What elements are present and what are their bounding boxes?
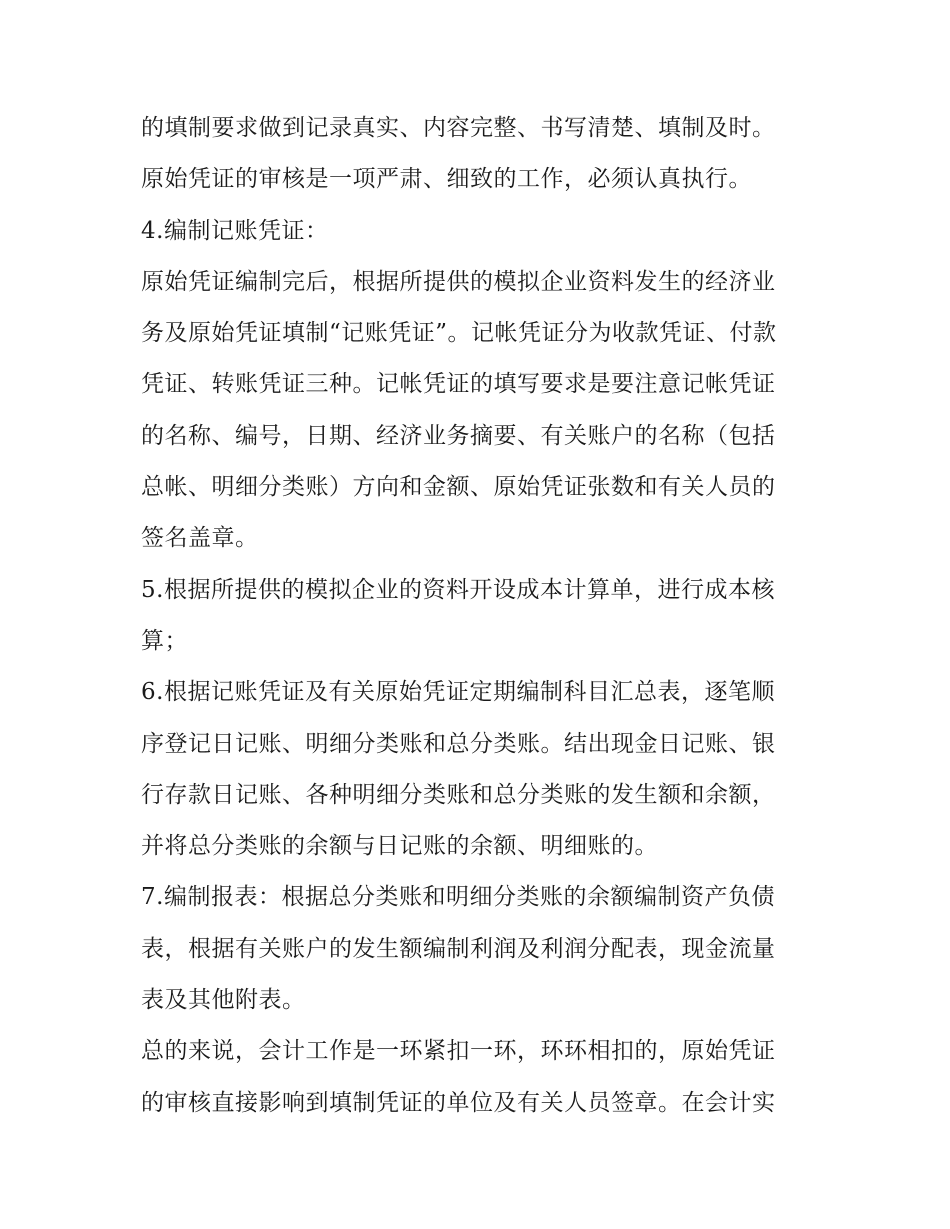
summary-paragraph: 总的来说，会计工作是一环紧扣一环，环环相扣的，原始凭证 <box>141 1038 776 1065</box>
body-text <box>141 103 821 1129</box>
text-line: 行存款日记账、各种明细分类账和总分类账的发生额和余额， <box>141 781 776 808</box>
text-line: 签名盖章。 <box>141 525 259 552</box>
text-line: 的审核直接影响到填制凭证的单位及有关人员签章。在会计实 <box>141 1089 776 1116</box>
list-item-7: 7.编制报表：根据总分类账和明细分类账的余额编制资产负债 <box>141 884 775 911</box>
list-item-5: 5.根据所提供的模拟企业的资料开设成本计算单，进行成本核 <box>141 576 775 603</box>
text-line: 的名称、编号，日期、经济业务摘要、有关账户的名称（包括 <box>141 422 776 449</box>
text-line: 的填制要求做到记录真实、内容完整、书写清楚、填制及时。 <box>141 115 776 141</box>
text-line: 原始凭证的审核是一项严肃、细致的工作，必须认真执行。 <box>141 166 752 193</box>
list-item-6: 6.根据记账凭证及有关原始凭证定期编制科目汇总表，逐笔顺 <box>141 679 775 706</box>
text-line: 务及原始凭证填制“记账凭证”。记帐凭证分为收款凭证、付款 <box>141 320 777 347</box>
text-line: 原始凭证编制完后，根据所提供的模拟企业资料发生的经济业 <box>141 268 776 295</box>
text-line: 表及其他附表。 <box>141 987 306 1014</box>
text-line: 算； <box>141 627 188 654</box>
text-line: 表，根据有关账户的发生额编制利润及利润分配表，现金流量 <box>141 935 776 962</box>
text-line: 总帐、明细分类账）方向和金额、原始凭证张数和有关人员的 <box>141 474 776 501</box>
text-line: 并将总分类账的余额与日记账的余额、明细账的。 <box>141 833 658 860</box>
section-heading: 4.编制记账凭证： <box>141 217 329 244</box>
text-line: 序登记日记账、明细分类账和总分类账。结出现金日记账、银 <box>141 730 776 757</box>
text-line: 凭证、转账凭证三种。记帐凭证的填写要求是要注意记帐凭证 <box>141 371 776 398</box>
